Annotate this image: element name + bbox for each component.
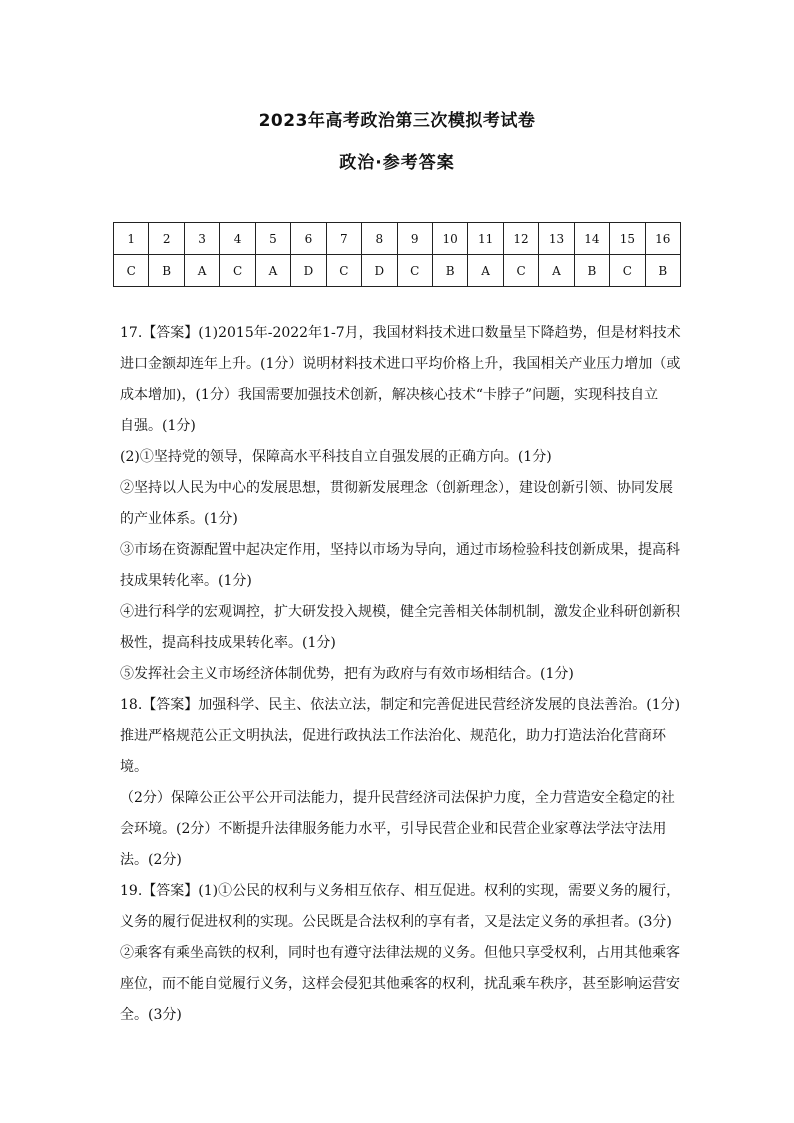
question-number: 13 <box>539 223 574 255</box>
answer-key-subtitle: 政治·参考答案 <box>339 153 455 173</box>
answer-body <box>120 318 682 1031</box>
answer-cell: A <box>468 255 503 287</box>
question-number: 16 <box>645 223 680 255</box>
question-number: 10 <box>432 223 467 255</box>
question-number: 2 <box>149 223 184 255</box>
question-number: 12 <box>503 223 538 255</box>
answer-cell: B <box>574 255 609 287</box>
answer-line: 成本增加)，(1分）我国需要加强技术创新，解决核心技术“卡脖子”问题，实现科技自立 <box>120 387 659 403</box>
answer-line: 的产业体系。(1分) <box>120 511 238 527</box>
answer-cell: C <box>326 255 361 287</box>
answer-line: 极性，提高科技成果转化率。(1分) <box>120 635 336 651</box>
answer-line: ②乘客有乘坐高铁的权利，同时也有遵守法律法规的义务。但他只享受权利，占用其他乘客 <box>120 945 680 961</box>
answer-line: 技成果转化率。(1分) <box>120 573 252 589</box>
question-number: 11 <box>468 223 503 255</box>
answer-cell: C <box>114 255 149 287</box>
question-number: 5 <box>255 223 290 255</box>
answer-line: ④进行科学的宏观调控，扩大研发投入规模，健全完善相关体制机制，激发企业科研创新积 <box>120 604 680 620</box>
answer-line: （2分）保障公正公平公开司法能力，提升民营经济司法保护力度，全力营造安全稳定的社 <box>120 790 675 806</box>
answer-line: 会环境。(2分）不断提升法律服务能力水平，引导民营企业和民营企业家尊法学法守法用 <box>120 821 667 837</box>
question-number: 6 <box>291 223 326 255</box>
answer-table <box>113 222 681 287</box>
answer-cell: D <box>291 255 326 287</box>
question-number: 14 <box>574 223 609 255</box>
answer-cell: B <box>432 255 467 287</box>
answer-cell: C <box>397 255 432 287</box>
answer-row <box>114 255 681 287</box>
answer-line: 法。(2分) <box>120 852 182 868</box>
answer-line: 全。(3分) <box>120 1007 182 1023</box>
question-number: 7 <box>326 223 361 255</box>
answer-line: 自强。(1分) <box>120 418 196 434</box>
answer-cell: C <box>503 255 538 287</box>
question-number: 8 <box>362 223 397 255</box>
answer-cell: A <box>255 255 290 287</box>
answer-line: 义务的履行促进权利的实现。公民既是合法权利的享有者，又是法定义务的承担者。(3分) <box>120 914 672 930</box>
question-number: 9 <box>397 223 432 255</box>
answer-cell: A <box>184 255 219 287</box>
answer-line: 18.【答案】加强科学、民主、依法立法，制定和完善促进民营经济发展的良法善治。(1分) <box>120 697 681 713</box>
answer-line: ⑤发挥社会主义市场经济体制优势，把有为政府与有效市场相结合。(1分) <box>120 666 574 682</box>
exam-title: 2023年高考政治第三次模拟考试卷 <box>258 111 536 131</box>
answer-line: ②坚持以人民为中心的发展思想，贯彻新发展理念（创新理念），建设创新引领、协同发展 <box>120 480 673 496</box>
answer-line: 进口金额却连年上升。(1分）说明材料技术进口平均价格上升，我国相关产业压力增加（或 <box>120 356 681 372</box>
question-number: 15 <box>610 223 645 255</box>
answer-line: (2)①坚持党的领导，保障高水平科技自立自强发展的正确方向。(1分) <box>120 449 552 465</box>
question-number: 1 <box>114 223 149 255</box>
answer-line: ③市场在资源配置中起决定作用，坚持以市场为导向，通过市场检验科技创新成果，提高科 <box>120 542 680 558</box>
answer-line: 推进严格规范公正文明执法，促进行政执法工作法治化、规范化，助力打造法治化营商环境。 <box>120 728 666 775</box>
answer-line: 座位，而不能自觉履行义务，这样会侵犯其他乘客的权利，扰乱乘车秩序，甚至影响运营安 <box>120 976 680 992</box>
question-number-row <box>114 223 681 255</box>
answer-cell: C <box>220 255 255 287</box>
question-number: 3 <box>184 223 219 255</box>
answer-line: 17.【答案】(1)2015年-2022年1-7月，我国材料技术进口数量呈下降趋势，但是材料技术 <box>120 325 681 341</box>
answer-cell: B <box>149 255 184 287</box>
answer-cell: D <box>362 255 397 287</box>
answer-cell: C <box>610 255 645 287</box>
answer-cell: A <box>539 255 574 287</box>
answer-cell: B <box>645 255 680 287</box>
question-number: 4 <box>220 223 255 255</box>
answer-line: 19.【答案】(1)①公民的权利与义务相互依存、相互促进。权利的实现，需要义务的履行， <box>120 883 681 899</box>
